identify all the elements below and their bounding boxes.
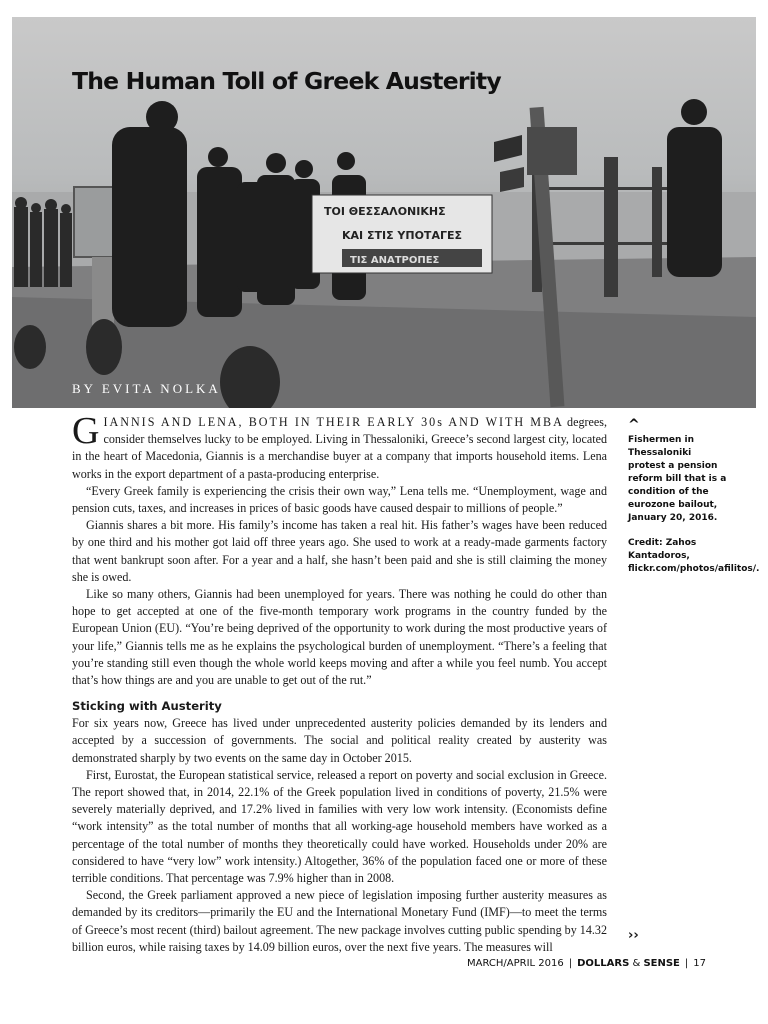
issue-date: MARCH/APRIL 2016 (466, 958, 564, 969)
hero-photo (12, 17, 756, 408)
lead-caps: IANNIS AND LENA, BOTH IN THEIR EARLY 30s AND WITH MBA (103, 415, 564, 429)
paragraph-4: Like so many others, Giannis had been unemployed for years. There was nothing he could do other than hope to get accepted at one of the five-month temporary work programs in the country funded by the European Union (EU). “You’re being deprived of the opportunity to work during the most productive years of your life,” Giannis tells me as he explains the psychological burden of unemployment. “There’s a feeling that you’re standing still even though the whole world keeps moving and after a while you feel numb. You accept that’s how things are and you are unable to get out of the rut.” (72, 587, 607, 688)
photo-caption: Fishermen in Thessaloniki protest a pension reform bill that is a condition of the eurozone bailout, January 20, 2016. (628, 435, 727, 523)
magazine-amp: & (629, 958, 644, 969)
article-body (72, 410, 607, 956)
page-footer: MARCH/APRIL 2016 | DOLLARS & SENSE | 17 (466, 958, 706, 969)
drop-cap: G (72, 410, 100, 452)
paragraph-7: Second, the Greek parliament approved a new piece of legislation imposing further austerity measures as demanded by its creditors—primarily the EU and the International Monetary Fund (IMF)—to meet the terms of Greece’s most recent (third) bailout agreement. The new package involves cutting public spending by 14.32 billion euros, while raising taxes by 14.09 billion euros, over the next five years. The measures will (72, 888, 607, 954)
section-heading: Sticking with Austerity (72, 699, 222, 714)
page-number: 17 (693, 958, 706, 969)
lead-paragraph (72, 410, 607, 483)
paragraph-5: For six years now, Greece has lived under unprecedented austerity policies demanded by its lenders and accepted by a succession of governments. The social and political reality created by austerity was demonstrated sharply by two events on the same day in October 2015. (72, 716, 607, 765)
magazine-name-a: DOLLARS (577, 958, 630, 969)
lead-text: degrees, consider themselves lucky to be employed. Living in Thessaloniki, Greece’s second largest city, located in the heart of Macedonia, Giannis is a merchandise buyer at a company that imports household items. Lena works in the export department of a pasta-producing enterprise. (72, 415, 607, 481)
paragraph-3: Giannis shares a bit more. His family’s income has taken a real hit. His father’s wages have been reduced by one third and his mother got laid off three years ago. She used to work at a ready-made garments factory that went bankrupt soon after. For a year and a half, she hasn’t been paid and she is still claiming the money she is owed. (72, 518, 607, 584)
byline: BY EVITA NOLKA (72, 381, 221, 396)
photo-credit: Credit: Zahos Kantadoros, flickr.com/photos/afilitos/. (628, 538, 760, 574)
continue-arrow-icon: ›› (628, 928, 639, 943)
banner-text-2: ΚΑΙ ΣΤΙΣ ΥΠΟΤΑΓΕΣ (342, 229, 462, 242)
paragraph-6: First, Eurostat, the European statistical service, released a report on poverty and social exclusion in Greece. The report showed that, in 2014, 22.1% of the Greek population lived in conditions of poverty, 21.5% were severely materially deprived, and 17.2% lived in families with very low work intensity. (Economists define “work intensity” as the total number of months that all working-age household members have worked as a percentage of the total number of months they theoretically could have worked. Households under 20% are considered to have “very low” work intensity.) Altogether, 36% of the population faced one or more of these terrible conditions. That percentage was 7.9% higher than in 2008. (72, 767, 607, 886)
paragraph-2: “Every Greek family is experiencing the crisis their own way,” Lena tells me. “Unemployment, wage and pension cuts, taxes, and increases in prices of basic goods have caused despair to millions of people.” (72, 483, 607, 516)
article-headline: The Human Toll of Greek Austerity (72, 67, 501, 95)
caret-up-icon: ^ (628, 417, 640, 433)
magazine-name-b: SENSE (643, 958, 680, 969)
banner-text-1: ΤΟΙ ΘΕΣΣΑΛΟΝΙΚΗΣ (324, 205, 446, 218)
banner-text-3: ΤΙΣ ΑΝΑΤΡΟΠΕΣ (350, 255, 440, 266)
photo-caption-sidebar (628, 417, 760, 576)
